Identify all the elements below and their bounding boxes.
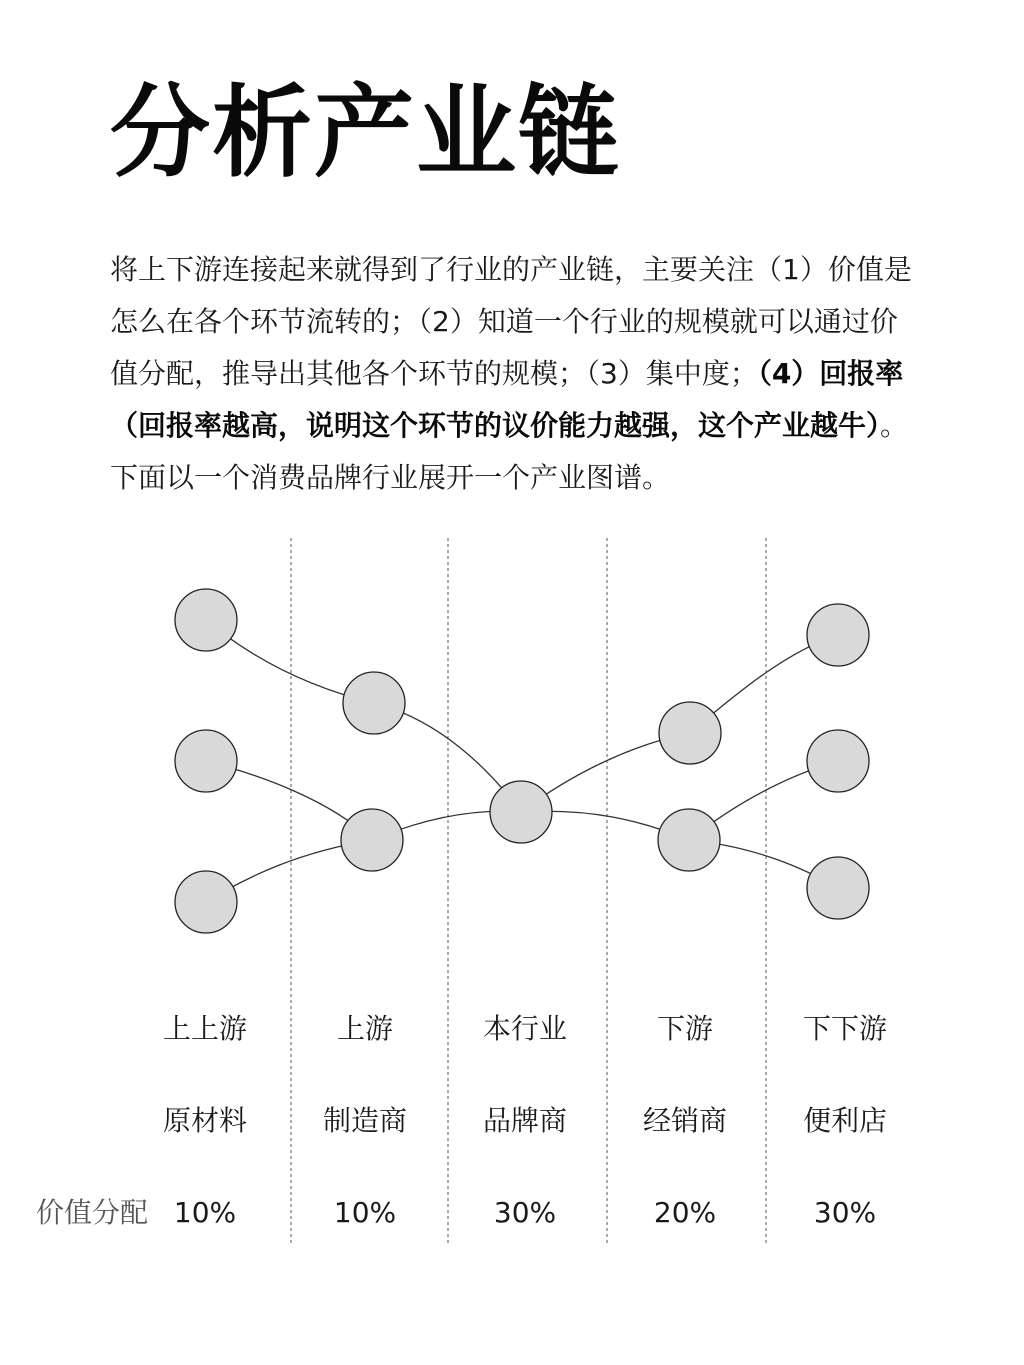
chain-nodes — [175, 589, 869, 933]
node-lower-downstream — [807, 604, 869, 666]
value-share: 10% — [333, 1196, 397, 1229]
node-lower-downstream — [807, 857, 869, 919]
node-upper-upstream — [175, 589, 237, 651]
value-share-row-label: 价值分配 — [36, 1196, 149, 1229]
role-label: 原材料 — [162, 1104, 247, 1137]
value-share: 30% — [493, 1196, 557, 1229]
chain-links — [206, 620, 838, 902]
node-industry — [490, 781, 552, 843]
stage-label: 本行业 — [482, 1012, 567, 1045]
role-label: 经销商 — [642, 1104, 727, 1137]
node-downstream — [659, 702, 721, 764]
role-label: 制造商 — [322, 1104, 407, 1137]
node-upstream — [343, 672, 405, 734]
role-label: 便利店 — [802, 1104, 887, 1137]
intro-text: 将上下游连接起来就得到了行业的产业链，主要关注（1）价值是怎么在各个环节流转的；（2）知道一个行业的规模就可以通过价值分配，推导出其他各个环节的规模；（3）集中度； — [110, 253, 912, 390]
stage-label: 上上游 — [162, 1012, 247, 1045]
page-title: 分析产业链 — [110, 74, 620, 191]
stage-label: 下游 — [656, 1012, 713, 1045]
node-upper-upstream — [175, 730, 237, 792]
value-share: 30% — [813, 1196, 877, 1229]
value-share: 10% — [173, 1196, 237, 1229]
intro-text-end: 。下面以一个消费品牌行业展开一个产业图谱。 — [110, 409, 909, 494]
node-lower-downstream — [807, 730, 869, 792]
value-share: 20% — [653, 1196, 717, 1229]
node-upstream — [341, 809, 403, 871]
node-downstream — [658, 809, 720, 871]
stage-label: 下下游 — [802, 1012, 887, 1045]
node-upper-upstream — [175, 871, 237, 933]
stage-label: 上游 — [336, 1012, 393, 1045]
role-label: 品牌商 — [482, 1104, 567, 1137]
intro-bold-text: （4）回报率（回报率越高，说明这个环节的议价能力越强，这个产业越牛） — [110, 357, 904, 442]
